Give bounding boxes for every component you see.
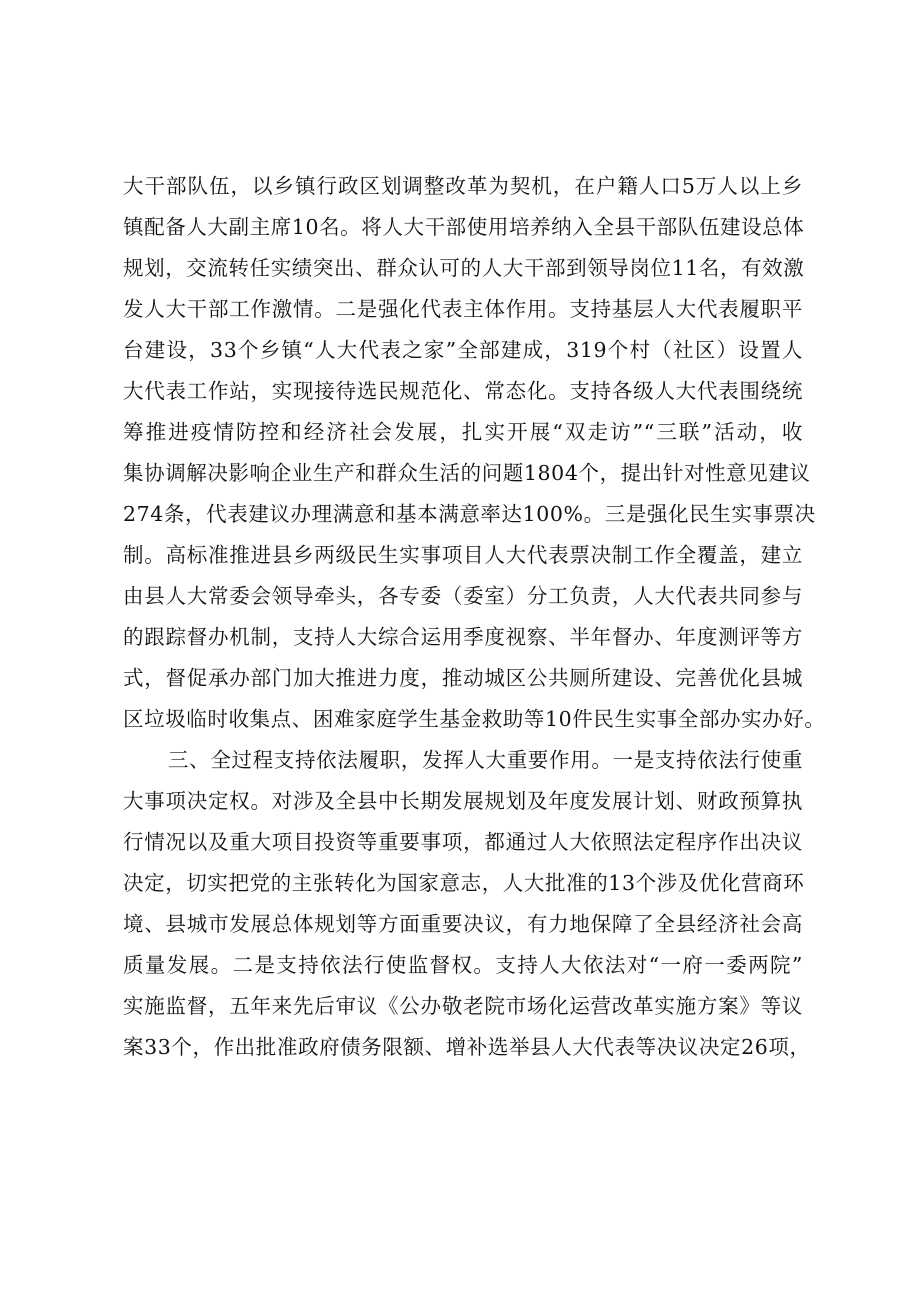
text-line: 决定，切实把党的主张转化为国家意志，人大批准的13个涉及优化营商环 [123, 871, 805, 895]
text-line: 实施监督，五年来先后审议《公办敬老院市场化运营改革实施方案》等议 [123, 994, 803, 1018]
text-line: 由县人大常委会领导牵头，各专委（委室）分工负责，人大代表共同参与 [123, 584, 803, 608]
text-line: 筹推进疫情防控和经济社会发展，扎实开展“双走访”“三联”活动，收 [123, 420, 803, 444]
text-line: 大事项决定权。对涉及全县中长期发展规划及年度发展计划、财政预算执 [123, 789, 803, 813]
text-line: 镇配备人大副主席10名。将人大干部使用培养纳入全县干部队伍建设总体 [123, 215, 805, 239]
text-line: 集协调解决影响企业生产和群众生活的问题1804个，提出针对性意见建议 [123, 461, 811, 485]
text-line: 案33个，作出批准政府债务限额、增补选举县人大代表等决议决定26项， [123, 1035, 811, 1059]
text-line: 质量发展。二是支持依法行使监督权。支持人大依法对“一府一委两院” [123, 953, 803, 977]
text-line: 规划，交流转任实绩突出、群众认可的人大干部到领导岗位11名，有效激 [123, 256, 805, 280]
text-line: 台建设，33个乡镇“人大代表之家”全部建成，319个村（社区）设置人 [123, 338, 803, 362]
paragraph-start-line: 三、全过程支持依法履职，发挥人大重要作用。一是支持依法行使重 [168, 748, 803, 772]
text-line: 行情况以及重大项目投资等重要事项，都通过人大依照法定程序作出决议 [123, 830, 803, 854]
text-line: 式，督促承办部门加大推进力度，推动城区公共厕所建设、完善优化县城 [123, 666, 803, 690]
text-line: 大干部队伍，以乡镇行政区划调整改革为契机，在户籍人口5万人以上乡 [123, 174, 803, 198]
text-line: 的跟踪督办机制，支持人大综合运用季度视察、半年督办、年度测评等方 [123, 625, 803, 649]
text-line: 发人大干部工作激情。二是强化代表主体作用。支持基层人大代表履职平 [123, 297, 803, 321]
paragraph-end-line: 区垃圾临时收集点、困难家庭学生基金救助等10件民生实事全部办实办好。 [123, 707, 826, 731]
body-text [123, 166, 826, 1068]
text-line: 大代表工作站，实现接待选民规范化、常态化。支持各级人大代表围绕统 [123, 379, 803, 403]
text-line: 制。高标准推进县乡两级民生实事项目人大代表票决制工作全覆盖，建立 [123, 543, 803, 567]
text-line: 境、县城市发展总体规划等方面重要决议，有力地保障了全县经济社会高 [123, 912, 803, 936]
text-line: 274条，代表建议办理满意和基本满意率达100%。三是强化民生实事票决 [123, 502, 816, 526]
